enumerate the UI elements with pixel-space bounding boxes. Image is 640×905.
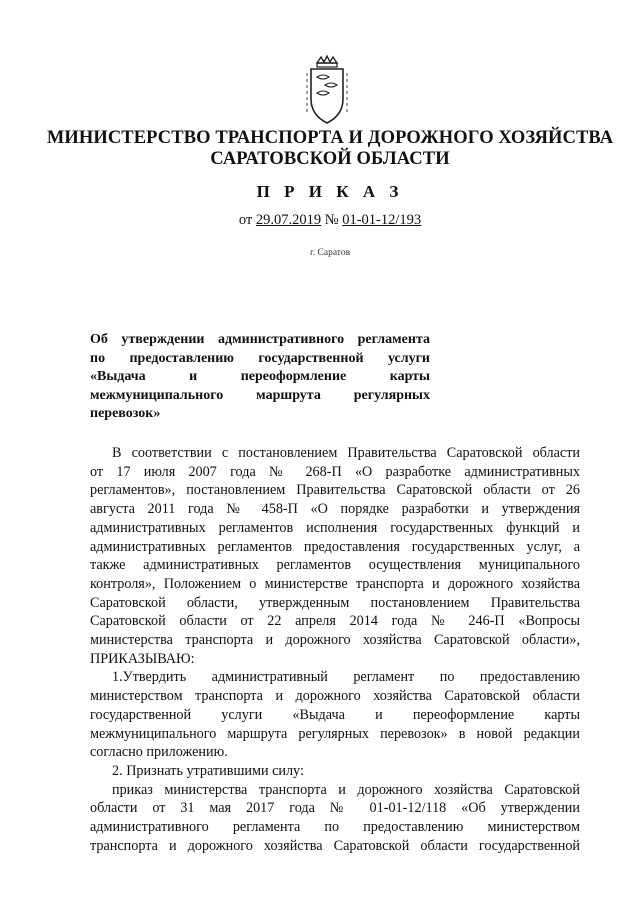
body-line: административных регламентов предоставления государственных услуг, а — [90, 538, 580, 555]
subject-line: Об утверждении административного регламента — [90, 332, 430, 347]
body-line: административных регламентов исполнения государственных функций и — [90, 519, 580, 536]
body-line: августа 2011 года № 458-П «О порядке разработки и утверждения — [90, 501, 580, 518]
subject-line: межмуниципального маршрута регулярных — [90, 387, 430, 403]
body-line: Саратовской области, утвержденным постановлением Правительства — [90, 594, 580, 611]
body-line: Саратовской области от 22 апреля 2014 года № 246-П «Вопросы — [90, 613, 580, 630]
body-line: 2. Признать утратившими силу: — [112, 762, 304, 779]
ministry-name — [40, 128, 620, 170]
body-line: также административных регламентов осуществления муниципального — [90, 557, 580, 574]
ministry-name-line-2: САРАТОВСКОЙ ОБЛАСТИ — [210, 149, 450, 169]
order-city: г. Саратов — [309, 248, 351, 258]
order-date-prefix: от — [238, 212, 253, 228]
body-line: регламентов», постановлением Правительства Саратовской области от 26 — [90, 482, 580, 499]
body-line: министерством транспорта и дорожного хозяйства Саратовской области — [90, 688, 580, 705]
order-number-prefix: № — [324, 212, 339, 228]
body-line: согласно приложению. — [90, 744, 228, 761]
saratov-coat-of-arms-icon — [303, 55, 351, 127]
order-number: 01-01-12/193 — [342, 212, 422, 228]
body-line: В соответствии с постановлением Правительства Саратовской области — [112, 445, 580, 461]
body-line: ПРИКАЗЫВАЮ: — [90, 650, 195, 667]
body-line: межмуниципального маршрута регулярных перевозок» в новой редакции — [90, 725, 580, 742]
body-line: 1.Утвердить административный регламент по предоставлению — [112, 669, 580, 686]
body-line: от 17 июля 2007 года № 268-П «О разработке административных — [90, 463, 580, 480]
body-line: области от 31 мая 2017 года № 01-01-12/118 «Об утверждении — [90, 800, 580, 817]
body-line: транспорта и дорожного хозяйства Саратовской области государственной — [90, 837, 580, 854]
order-title: П Р И К А З — [256, 182, 404, 201]
body-line: приказ министерства транспорта и дорожного хозяйства Саратовской — [112, 781, 580, 798]
body-line: министерства транспорта и дорожного хозяйства Саратовской области», — [90, 632, 580, 649]
body-line: административного регламента по предоставлению министерством — [90, 819, 580, 836]
order-date-number — [40, 212, 620, 229]
subject-line: по предоставлению государственной услуги — [90, 350, 430, 366]
body-line: государственной услуги «Выдача и переоформление карты — [90, 706, 580, 723]
order-date: 29.07.2019 — [255, 212, 322, 228]
ministry-name-line-1: МИНИСТЕРСТВО ТРАНСПОРТА И ДОРОЖНОГО ХОЗЯЙСТВА — [46, 128, 614, 148]
order-subject — [90, 331, 430, 424]
order-body — [90, 444, 580, 855]
body-line: контроля», Положением о министерстве транспорта и дорожного хозяйства — [90, 575, 580, 592]
subject-line: «Выдача и переоформление карты — [90, 369, 430, 384]
subject-line: перевозок» — [90, 406, 161, 421]
